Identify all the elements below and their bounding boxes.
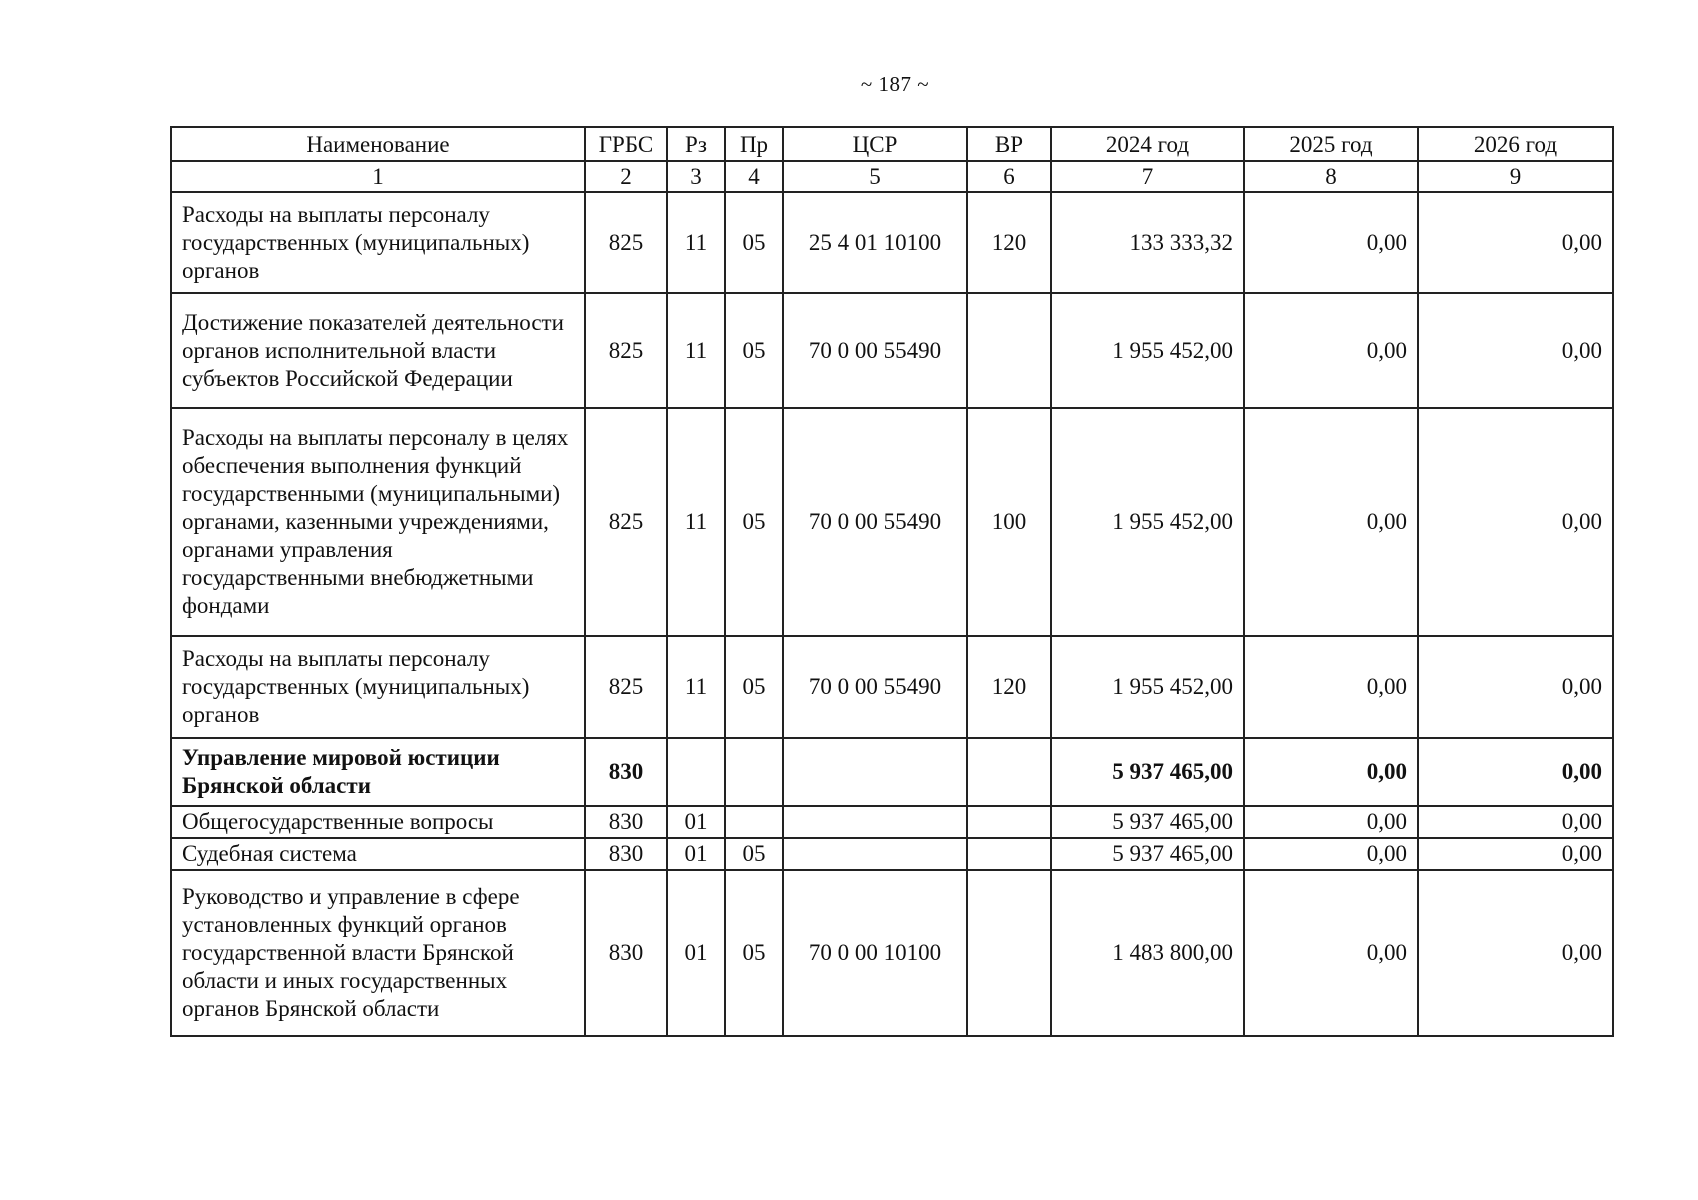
cell-2026: 0,00 bbox=[1418, 636, 1613, 738]
table-row bbox=[171, 806, 1613, 838]
cell-grbs: 825 bbox=[585, 293, 667, 408]
cell-grbs: 830 bbox=[585, 870, 667, 1036]
table-row bbox=[171, 870, 1613, 1036]
cell-2024: 5 937 465,00 bbox=[1051, 738, 1244, 806]
column-number: 3 bbox=[667, 161, 725, 192]
table-row bbox=[171, 636, 1613, 738]
column-number: 4 bbox=[725, 161, 783, 192]
cell-name: Достижение показателей деятельности органов исполнительной власти субъектов Российской Федерации bbox=[171, 293, 585, 408]
header-row bbox=[171, 127, 1613, 161]
cell-pr: 05 bbox=[725, 636, 783, 738]
cell-pr bbox=[725, 806, 783, 838]
cell-2025: 0,00 bbox=[1244, 408, 1418, 636]
header-pr: Пр bbox=[725, 127, 783, 161]
column-number: 6 bbox=[967, 161, 1051, 192]
cell-2026: 0,00 bbox=[1418, 806, 1613, 838]
header-2025: 2025 год bbox=[1244, 127, 1418, 161]
column-number: 9 bbox=[1418, 161, 1613, 192]
cell-2025: 0,00 bbox=[1244, 192, 1418, 293]
cell-name: Расходы на выплаты персоналу государственных (муниципальных) органов bbox=[171, 192, 585, 293]
cell-vr bbox=[967, 293, 1051, 408]
table-row bbox=[171, 192, 1613, 293]
header-grbs: ГРБС bbox=[585, 127, 667, 161]
header-vr: ВР bbox=[967, 127, 1051, 161]
table-row bbox=[171, 408, 1613, 636]
cell-csr: 70 0 00 10100 bbox=[783, 870, 967, 1036]
cell-vr bbox=[967, 870, 1051, 1036]
cell-csr: 25 4 01 10100 bbox=[783, 192, 967, 293]
column-number: 1 bbox=[171, 161, 585, 192]
cell-grbs: 830 bbox=[585, 806, 667, 838]
column-number: 8 bbox=[1244, 161, 1418, 192]
cell-name: Судебная система bbox=[171, 838, 585, 870]
cell-name: Руководство и управление в сфере установленных функций органов государственной власти Брянской области и иных государственных органов Брянской области bbox=[171, 870, 585, 1036]
cell-pr bbox=[725, 738, 783, 806]
cell-name: Управление мировой юстиции Брянской области bbox=[171, 738, 585, 806]
cell-name: Общегосударственные вопросы bbox=[171, 806, 585, 838]
cell-grbs: 825 bbox=[585, 192, 667, 293]
header-csr: ЦСР bbox=[783, 127, 967, 161]
cell-vr: 100 bbox=[967, 408, 1051, 636]
cell-2024: 1 955 452,00 bbox=[1051, 293, 1244, 408]
cell-2025: 0,00 bbox=[1244, 738, 1418, 806]
page-number: ~ 187 ~ bbox=[860, 72, 930, 96]
cell-rz: 01 bbox=[667, 870, 725, 1036]
cell-2024: 133 333,32 bbox=[1051, 192, 1244, 293]
cell-rz: 01 bbox=[667, 838, 725, 870]
budget-table bbox=[170, 126, 1614, 1037]
cell-2026: 0,00 bbox=[1418, 192, 1613, 293]
cell-2024: 1 483 800,00 bbox=[1051, 870, 1244, 1036]
cell-vr: 120 bbox=[967, 192, 1051, 293]
cell-2026: 0,00 bbox=[1418, 838, 1613, 870]
cell-pr: 05 bbox=[725, 293, 783, 408]
cell-name: Расходы на выплаты персоналу государственных (муниципальных) органов bbox=[171, 636, 585, 738]
cell-2025: 0,00 bbox=[1244, 806, 1418, 838]
cell-rz: 11 bbox=[667, 408, 725, 636]
cell-2026: 0,00 bbox=[1418, 738, 1613, 806]
table-row bbox=[171, 738, 1613, 806]
cell-pr: 05 bbox=[725, 408, 783, 636]
cell-csr bbox=[783, 806, 967, 838]
cell-csr: 70 0 00 55490 bbox=[783, 636, 967, 738]
cell-rz: 11 bbox=[667, 293, 725, 408]
table-body bbox=[171, 192, 1613, 1036]
column-number: 7 bbox=[1051, 161, 1244, 192]
cell-2025: 0,00 bbox=[1244, 293, 1418, 408]
cell-grbs: 825 bbox=[585, 408, 667, 636]
cell-2025: 0,00 bbox=[1244, 870, 1418, 1036]
cell-2024: 1 955 452,00 bbox=[1051, 408, 1244, 636]
cell-2024: 5 937 465,00 bbox=[1051, 806, 1244, 838]
cell-rz: 11 bbox=[667, 192, 725, 293]
cell-vr bbox=[967, 738, 1051, 806]
cell-2026: 0,00 bbox=[1418, 408, 1613, 636]
cell-vr bbox=[967, 806, 1051, 838]
cell-name: Расходы на выплаты персоналу в целях обеспечения выполнения функций государственными (муниципальными) органами, казенными учреждениями, органами управления государственными внебюджетными фондами bbox=[171, 408, 585, 636]
cell-csr: 70 0 00 55490 bbox=[783, 293, 967, 408]
cell-2025: 0,00 bbox=[1244, 838, 1418, 870]
table-row bbox=[171, 838, 1613, 870]
cell-rz: 01 bbox=[667, 806, 725, 838]
cell-grbs: 830 bbox=[585, 738, 667, 806]
cell-pr: 05 bbox=[725, 838, 783, 870]
cell-2026: 0,00 bbox=[1418, 870, 1613, 1036]
cell-2025: 0,00 bbox=[1244, 636, 1418, 738]
table-row bbox=[171, 293, 1613, 408]
cell-grbs: 830 bbox=[585, 838, 667, 870]
cell-csr bbox=[783, 738, 967, 806]
cell-grbs: 825 bbox=[585, 636, 667, 738]
header-rz: Рз bbox=[667, 127, 725, 161]
header-2026: 2026 год bbox=[1418, 127, 1613, 161]
cell-csr: 70 0 00 55490 bbox=[783, 408, 967, 636]
cell-csr bbox=[783, 838, 967, 870]
column-number: 2 bbox=[585, 161, 667, 192]
cell-2024: 5 937 465,00 bbox=[1051, 838, 1244, 870]
cell-pr: 05 bbox=[725, 870, 783, 1036]
header-2024: 2024 год bbox=[1051, 127, 1244, 161]
cell-2026: 0,00 bbox=[1418, 293, 1613, 408]
column-number: 5 bbox=[783, 161, 967, 192]
cell-vr: 120 bbox=[967, 636, 1051, 738]
cell-vr bbox=[967, 838, 1051, 870]
cell-rz bbox=[667, 738, 725, 806]
header-name: Наименование bbox=[171, 127, 585, 161]
cell-pr: 05 bbox=[725, 192, 783, 293]
cell-rz: 11 bbox=[667, 636, 725, 738]
cell-2024: 1 955 452,00 bbox=[1051, 636, 1244, 738]
column-number-row bbox=[171, 161, 1613, 192]
